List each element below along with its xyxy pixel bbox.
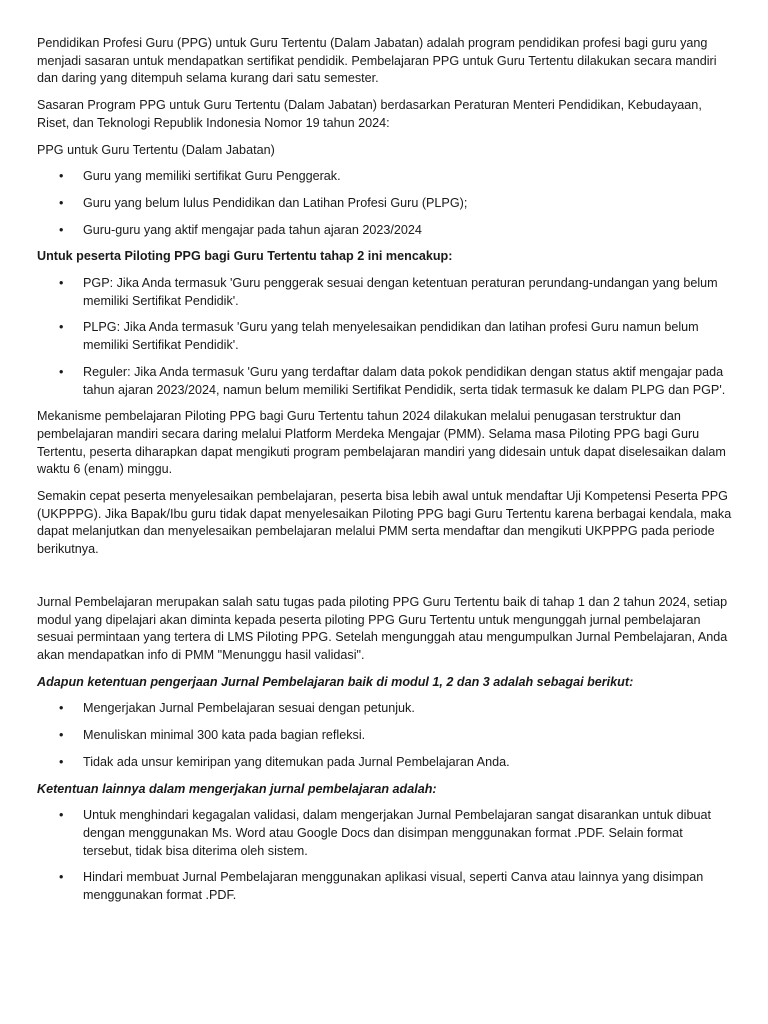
list-item-text: Hindari membuat Jurnal Pembelajaran menggunakan aplikasi visual, seperti Canva atau lainnya yang disimpan menggunakan format .PDF. — [83, 870, 704, 903]
list-item — [37, 700, 732, 718]
list-item-text: Mengerjakan Jurnal Pembelajaran sesuai dengan petunjuk. — [83, 701, 415, 716]
list-item-text: PLPG: Jika Anda termasuk 'Guru yang telah menyelesaikan pendidikan dan latihan profesi Guru namun belum memiliki Sertifikat Pendidik'. — [83, 320, 699, 353]
list-item — [37, 275, 732, 310]
lainnya-list — [37, 807, 732, 905]
bullet-icon: • — [59, 276, 64, 291]
lainnya-heading: Ketentuan lainnya dalam mengerjakan jurnal pembelajaran adalah: — [37, 781, 437, 796]
list-item-text: Menuliskan minimal 300 kata pada bagian refleksi. — [83, 728, 366, 743]
intro-paragraph-3: PPG untuk Guru Tertentu (Dalam Jabatan) — [37, 142, 275, 157]
intro-paragraph-1: Pendidikan Profesi Guru (PPG) untuk Guru Tertentu (Dalam Jabatan) adalah program pendidikan profesi bagi guru yang menjadi sasaran untuk mendapatkan sertifikat pendidik. Pembelajaran PPG untuk Guru Tertentu dilakukan secara mandiri dan daring yang ditempuh selama kurang dari satu semester. — [37, 36, 717, 86]
mekanisme-paragraph: Mekanisme pembelajaran Piloting PPG bagi Guru Tertentu tahun 2024 dilakukan melalui penugasan terstruktur dan pembelajaran mandiri secara daring melalui Platform Merdeka Mengajar (PMM). Selama masa Piloting PPG bagi Guru Tertentu, peserta diharapkan dapat mengikuti program pembelajaran mandiri yang didesain untuk dapat diselesaikan dalam waktu 6 (enam) minggu. — [37, 409, 726, 477]
list-item — [37, 168, 732, 186]
list-item-text: Reguler: Jika Anda termasuk 'Guru yang terdaftar dalam data pokok pendidikan dengan status aktif mengajar pada tahun ajaran 2023/2024, namun belum memiliki Sertifikat Pendidik, serta tidak termasuk ke dalam PLPG dan PGP'. — [83, 364, 726, 397]
ketentuan-list — [37, 700, 732, 771]
bullet-icon: • — [59, 808, 64, 823]
list-item — [37, 195, 732, 213]
list-item — [37, 222, 732, 240]
bullet-icon: • — [59, 754, 64, 769]
piloting-heading: Untuk peserta Piloting PPG bagi Guru Tertentu tahap 2 ini mencakup: — [37, 249, 453, 264]
bullet-icon: • — [59, 222, 64, 237]
piloting-list — [37, 275, 732, 399]
list-item — [37, 727, 732, 745]
bullet-icon: • — [59, 870, 64, 885]
ketentuan-heading: Adapun ketentuan pengerjaan Jurnal Pembelajaran baik di modul 1, 2 dan 3 adalah sebagai berikut: — [37, 674, 634, 689]
jurnal-paragraph: Jurnal Pembelajaran merupakan salah satu tugas pada piloting PPG Guru Tertentu baik di tahap 1 dan 2 tahun 2024, setiap modul yang dipelajari akan diminta kepada peserta piloting PPG Guru Tertentu untuk mengunggah jurnal pembelajaran sesuai permintaan yang tertera di LMS Piloting PPG. Setelah mengunggah atau mengumpulkan Jurnal Pembelajaran, Anda akan mendapatkan info di PMM "Menunggu hasil validasi". — [37, 594, 728, 662]
list-item-text: Untuk menghindari kegagalan validasi, dalam mengerjakan Jurnal Pembelajaran sangat disarankan untuk dibuat dengan menggunakan Ms. Word atau Google Docs dan disimpan menggunakan format .PDF. Selain format tersebut, tidak bisa diterima oleh sistem. — [83, 808, 711, 858]
intro-paragraph-2: Sasaran Program PPG untuk Guru Tertentu (Dalam Jabatan) berdasarkan Peraturan Menteri Pendidikan, Kebudayaan, Riset, dan Teknologi Republik Indonesia Nomor 19 tahun 2024: — [37, 98, 702, 130]
bullet-icon: • — [59, 364, 64, 379]
list-item — [37, 807, 732, 860]
list-item-text: Guru yang belum lulus Pendidikan dan Latihan Profesi Guru (PLPG); — [83, 195, 468, 210]
bullet-icon: • — [59, 320, 64, 335]
list-item — [37, 869, 732, 904]
list-item — [37, 364, 732, 399]
section-spacer — [37, 568, 732, 594]
sasaran-list — [37, 168, 732, 239]
list-item-text: PGP: Jika Anda termasuk 'Guru penggerak sesuai dengan ketentuan peraturan perundang-undangan yang belum memiliki Sertifikat Pendidik'. — [83, 276, 718, 308]
list-item-text: Guru yang memiliki sertifikat Guru Penggerak. — [83, 169, 341, 184]
semakin-cepat-paragraph: Semakin cepat peserta menyelesaikan pembelajaran, peserta bisa lebih awal untuk mendaftar Uji Kompetensi Peserta PPG (UKPPPG). Jika Bapak/Ibu guru tidak dapat menyelesaikan Piloting PPG bagi Guru Tertentu karena berbagai kendala, maka dapat melanjutkan dan menyelesaikan pembelajaran melalui PMM serta mendaftar dan mengikuti UKPPPG pada periode berikutnya. — [37, 489, 732, 557]
list-item — [37, 754, 732, 772]
bullet-icon: • — [59, 195, 64, 210]
bullet-icon: • — [59, 728, 64, 743]
list-item-text: Tidak ada unsur kemiripan yang ditemukan pada Jurnal Pembelajaran Anda. — [83, 754, 510, 769]
bullet-icon: • — [59, 169, 64, 184]
bullet-icon: • — [59, 701, 64, 716]
list-item-text: Guru-guru yang aktif mengajar pada tahun ajaran 2023/2024 — [83, 222, 422, 237]
list-item — [37, 319, 732, 354]
